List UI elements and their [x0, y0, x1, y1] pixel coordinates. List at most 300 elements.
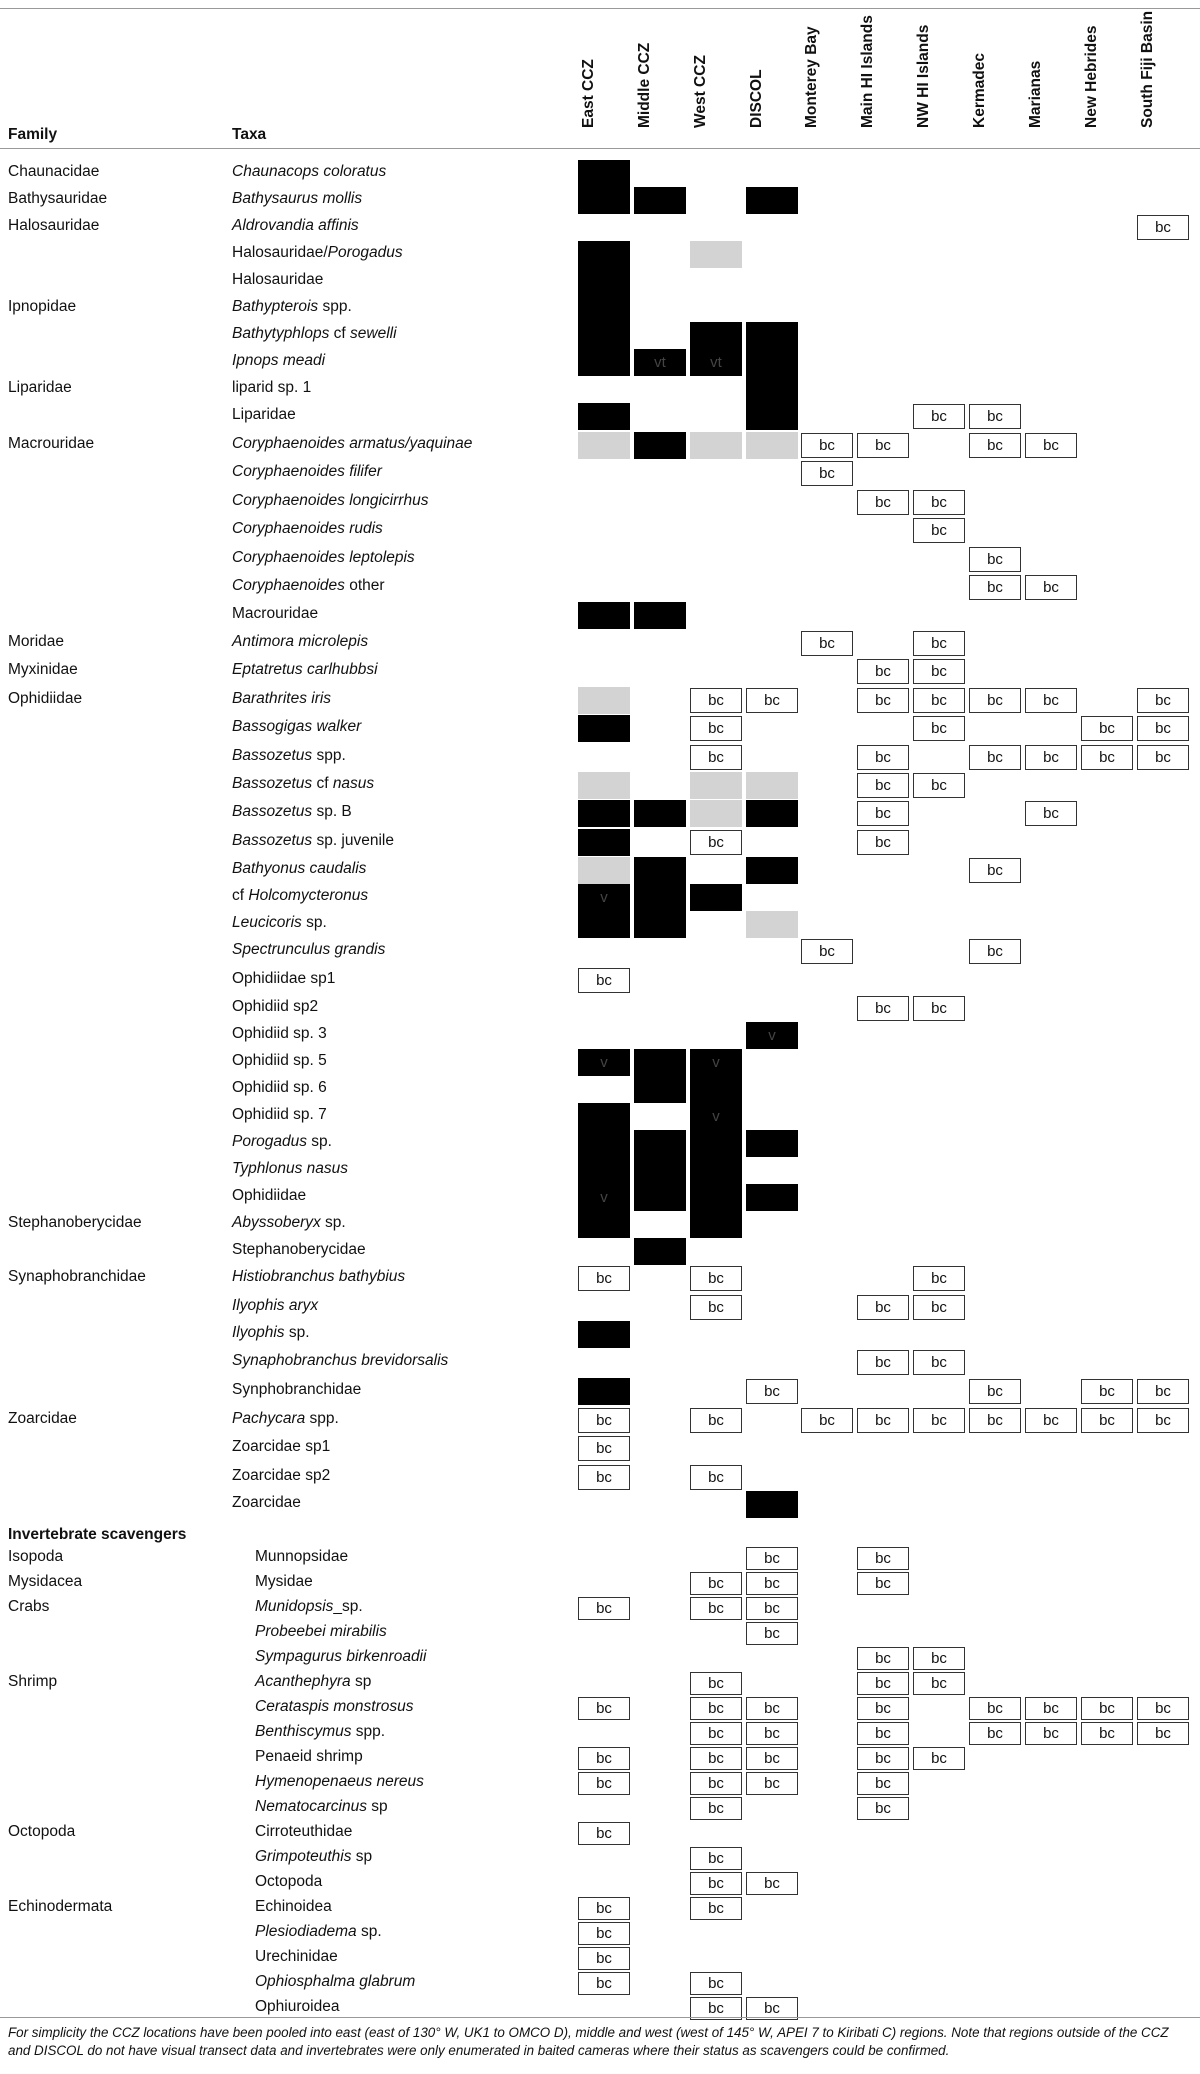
- taxon-text: Ophidiid sp. 7: [232, 1106, 327, 1123]
- bc-cell: bc: [1025, 745, 1077, 770]
- bc-cell: bc: [913, 716, 965, 741]
- taxon-text: Acanthephyra: [255, 1673, 351, 1690]
- taxon-text: Bathyonus caudalis: [232, 860, 367, 877]
- gray-cell: [690, 800, 742, 827]
- taxon-text: Antimora microlepis: [232, 633, 369, 650]
- bc-cell: bc: [913, 1266, 965, 1291]
- bc-cell: bc: [913, 490, 965, 515]
- black-cell: [746, 1491, 798, 1518]
- family-label: Bathysauridae: [8, 190, 108, 207]
- taxon-label: [232, 914, 327, 932]
- region-header: [628, 8, 673, 128]
- region-header: [1131, 8, 1176, 128]
- taxon-label: [232, 1324, 310, 1342]
- taxon-label: [232, 549, 415, 567]
- taxon-text: sewelli: [350, 325, 397, 342]
- taxon-label: [232, 1052, 327, 1070]
- region-header-label: West CCZ: [692, 55, 709, 128]
- taxon-text: spp.: [351, 1723, 386, 1740]
- black-cell: v: [578, 1184, 630, 1211]
- bc-cell: bc: [857, 1547, 909, 1570]
- gray-cell: [578, 687, 630, 714]
- bc-cell: bc: [969, 688, 1021, 713]
- black-cell: [690, 1184, 742, 1211]
- taxon-text: Barathrites iris: [232, 690, 332, 707]
- taxon-text: Coryphaenoides: [232, 577, 345, 594]
- bc-cell: bc: [1081, 745, 1133, 770]
- taxon-label: [232, 217, 359, 235]
- taxon-text: Pachycara: [232, 1410, 306, 1427]
- bc-cell: bc: [1081, 1408, 1133, 1433]
- bc-cell: bc: [578, 968, 630, 993]
- taxon-text: Urechinidae: [255, 1948, 338, 1965]
- bc-cell: bc: [746, 688, 798, 713]
- taxon-text: Penaeid shrimp: [255, 1748, 363, 1765]
- black-cell: [746, 322, 798, 349]
- family-label: Shrimp: [8, 1673, 58, 1690]
- bc-cell: bc: [1025, 1722, 1077, 1745]
- bc-cell: bc: [1025, 801, 1077, 826]
- bc-cell: bc: [857, 996, 909, 1021]
- taxon-text: Bassozetus: [232, 832, 313, 849]
- taxon-text: sp.: [301, 914, 327, 931]
- bc-cell: bc: [690, 1408, 742, 1433]
- bc-cell: bc: [857, 1797, 909, 1820]
- black-cell: [634, 857, 686, 884]
- bc-cell: bc: [969, 433, 1021, 458]
- bc-cell: bc: [690, 1266, 742, 1291]
- bc-cell: bc: [969, 1379, 1021, 1404]
- taxon-text: Plesiodiadema: [255, 1923, 357, 1940]
- taxon-label: [232, 860, 366, 878]
- bc-cell: bc: [857, 1295, 909, 1320]
- taxon-text: Spectrunculus grandis: [232, 941, 386, 958]
- region-header-label: East CCZ: [580, 59, 597, 128]
- bc-cell: bc: [1081, 1697, 1133, 1720]
- taxon-text: sp. B: [312, 803, 352, 820]
- taxon-text: Zoarcidae sp2: [232, 1467, 331, 1484]
- taxon-label: [232, 271, 323, 289]
- taxon-text: Leucicoris: [232, 914, 302, 931]
- gray-cell: [690, 241, 742, 268]
- taxon-text: Zoarcidae: [232, 1494, 301, 1511]
- bc-cell: bc: [1137, 1697, 1189, 1720]
- black-cell: [746, 376, 798, 403]
- region-header: [684, 8, 729, 128]
- black-cell: [746, 1130, 798, 1157]
- gray-cell: [578, 432, 630, 459]
- region-header: [1019, 8, 1064, 128]
- taxon-text: Porogadus: [327, 244, 403, 261]
- taxon-label: [232, 1494, 301, 1512]
- taxon-text: Mysidae: [255, 1573, 313, 1590]
- black-cell: v: [690, 1049, 742, 1076]
- bc-cell: bc: [746, 1547, 798, 1570]
- bc-cell: bc: [969, 547, 1021, 572]
- gray-cell: [690, 432, 742, 459]
- taxon-text: Liparidae: [232, 406, 296, 423]
- region-header-label: South Fiji Basin: [1139, 10, 1156, 128]
- taxon-text: Bathypterois: [232, 298, 319, 315]
- taxon-label: [232, 1214, 346, 1232]
- taxon-label: [232, 661, 378, 679]
- taxon-text: sp. juvenile: [312, 832, 394, 849]
- bc-cell: bc: [578, 1822, 630, 1845]
- taxon-text: Zoarcidae sp1: [232, 1438, 331, 1455]
- header-rule: [0, 148, 1200, 149]
- black-cell: [690, 1076, 742, 1103]
- black-cell: [578, 715, 630, 742]
- taxon-label: [255, 1623, 387, 1641]
- bc-cell: bc: [801, 631, 853, 656]
- bc-cell: bc: [857, 801, 909, 826]
- black-cell: [578, 1130, 630, 1157]
- family-label: Crabs: [8, 1598, 50, 1615]
- black-cell: v: [746, 1022, 798, 1049]
- bc-cell: bc: [857, 1647, 909, 1670]
- black-cell: [634, 602, 686, 629]
- taxon-label: [232, 832, 394, 850]
- taxon-label: [232, 1467, 330, 1485]
- family-label: Mysidacea: [8, 1573, 83, 1590]
- taxon-label: [232, 1133, 332, 1151]
- gray-cell: [578, 772, 630, 799]
- bc-cell: bc: [746, 1772, 798, 1795]
- taxon-text: sp: [367, 1798, 388, 1815]
- taxon-text: Synphobranchidae: [232, 1381, 362, 1398]
- family-label: Zoarcidae: [8, 1410, 77, 1427]
- black-cell: [578, 241, 630, 268]
- bc-cell: bc: [857, 659, 909, 684]
- bc-cell: bc: [690, 1997, 742, 2020]
- bc-cell: bc: [1025, 575, 1077, 600]
- region-header: [963, 8, 1008, 128]
- bc-cell: bc: [746, 1572, 798, 1595]
- taxon-text: Hymenopenaeus nereus: [255, 1773, 424, 1790]
- taxon-text: Typhlonus nasus: [232, 1160, 349, 1177]
- gray-cell: [578, 857, 630, 884]
- taxon-label: [232, 1160, 348, 1178]
- black-cell: [578, 829, 630, 856]
- gray-cell: [746, 772, 798, 799]
- bc-cell: bc: [801, 939, 853, 964]
- black-cell: [746, 1184, 798, 1211]
- taxon-label: [232, 1268, 405, 1286]
- bc-cell: bc: [746, 1622, 798, 1645]
- taxon-text: Aldrovandia affinis: [232, 217, 359, 234]
- bc-cell: bc: [690, 716, 742, 741]
- black-cell: [578, 295, 630, 322]
- taxon-text: Ipnops meadi: [232, 352, 326, 369]
- taxon-text: Grimpoteuthis: [255, 1848, 352, 1865]
- taxon-text: sp: [350, 1673, 372, 1690]
- black-cell: [746, 349, 798, 376]
- taxon-label: [255, 1873, 322, 1891]
- black-cell: [578, 911, 630, 938]
- taxon-text: Cirroteuthidae: [255, 1823, 353, 1840]
- taxon-label: [255, 1548, 348, 1566]
- taxon-text: Bassozetus: [232, 803, 313, 820]
- taxon-label: [255, 1723, 385, 1741]
- bc-cell: bc: [1081, 1379, 1133, 1404]
- bc-cell: bc: [857, 1697, 909, 1720]
- black-cell: [578, 187, 630, 214]
- black-cell: [578, 1378, 630, 1405]
- taxon-text: Probeebei mirabilis: [255, 1623, 387, 1640]
- taxon-label: [232, 1297, 318, 1315]
- bc-cell: bc: [690, 1747, 742, 1770]
- family-label: Stephanoberycidae: [8, 1214, 142, 1231]
- bc-cell: bc: [1137, 688, 1189, 713]
- region-header: [795, 8, 840, 128]
- taxon-text: Stephanoberycidae: [232, 1241, 366, 1258]
- taxon-label: [255, 1773, 424, 1791]
- bc-cell: bc: [578, 1697, 630, 1720]
- footnote: For simplicity the CCZ locations have been pooled into east (east of 130° W, UK1 to OMCO D), middle and west (west of 145° W, APEI 7 to Kiribati C) regions. Note that regions outside of the CCZ and DISCOL do not have visual transect data and invertebrates were only enumerated in baited cameras where their status as scavengers could be confirmed.: [8, 2025, 1169, 2058]
- taxon-text: Halosauridae/: [232, 244, 328, 261]
- bc-cell: bc: [578, 1897, 630, 1920]
- bc-cell: bc: [746, 1747, 798, 1770]
- taxon-text: sp: [351, 1848, 373, 1865]
- taxon-label: [255, 1798, 388, 1816]
- black-cell: [690, 1130, 742, 1157]
- taxon-label: [232, 747, 346, 765]
- bc-cell: bc: [578, 1465, 630, 1490]
- taxon-text: cf: [312, 775, 333, 792]
- taxon-label: [255, 1898, 332, 1916]
- bc-cell: bc: [1137, 1408, 1189, 1433]
- black-cell: [634, 1076, 686, 1103]
- taxon-text: sp.: [320, 1214, 346, 1231]
- black-cell: v: [578, 884, 630, 911]
- taxon-text: spp.: [305, 1410, 339, 1427]
- taxon-label: [232, 1187, 306, 1205]
- taxon-text: Octopoda: [255, 1873, 323, 1890]
- black-cell: [578, 322, 630, 349]
- black-cell: [690, 1211, 742, 1238]
- black-cell: [578, 1103, 630, 1130]
- taxon-label: [232, 941, 385, 959]
- taxon-text: Nematocarcinus: [255, 1798, 367, 1815]
- taxon-text: Ophidiidae: [232, 1187, 307, 1204]
- taxon-label: [232, 244, 403, 262]
- taxon-label: [232, 690, 331, 708]
- bc-cell: bc: [578, 1947, 630, 1970]
- taxon-label: [255, 1998, 339, 2016]
- family-label: Octopoda: [8, 1823, 76, 1840]
- gray-cell: [746, 432, 798, 459]
- gray-cell: [690, 772, 742, 799]
- black-cell: [578, 160, 630, 187]
- taxon-text: Coryphaenoides longicirrhus: [232, 492, 429, 509]
- bc-cell: bc: [969, 404, 1021, 429]
- black-cell: [634, 911, 686, 938]
- taxon-text: sp.: [306, 1133, 332, 1150]
- bc-cell: bc: [746, 1997, 798, 2020]
- bc-cell: bc: [857, 490, 909, 515]
- bc-cell: bc: [1137, 215, 1189, 240]
- bc-cell: bc: [1025, 1408, 1077, 1433]
- region-header: [740, 8, 785, 128]
- bc-cell: bc: [746, 1379, 798, 1404]
- bc-cell: bc: [746, 1872, 798, 1895]
- taxon-label: [232, 298, 352, 316]
- taxon-label: [232, 887, 368, 905]
- taxon-label: [255, 1598, 363, 1616]
- family-label: Macrouridae: [8, 435, 95, 452]
- black-cell: [690, 1157, 742, 1184]
- taxon-text: Ophidiid sp. 6: [232, 1079, 327, 1096]
- taxon-text: sp.: [284, 1324, 310, 1341]
- taxon-label: [232, 435, 472, 453]
- black-cell: [634, 1157, 686, 1184]
- bc-cell: bc: [969, 745, 1021, 770]
- taxon-text: Munidopsis: [255, 1598, 334, 1615]
- black-cell: [578, 349, 630, 376]
- taxon-text: Munnopsidae: [255, 1548, 349, 1565]
- bc-cell: bc: [1025, 688, 1077, 713]
- taxon-label: [232, 463, 382, 481]
- taxon-text: Ophidiidae sp1: [232, 970, 336, 987]
- bc-cell: bc: [578, 1597, 630, 1620]
- region-header: [851, 8, 896, 128]
- bc-cell: bc: [746, 1697, 798, 1720]
- bc-cell: bc: [690, 1772, 742, 1795]
- taxon-text: Cerataspis monstrosus: [255, 1698, 414, 1715]
- taxon-label: [255, 1648, 426, 1666]
- region-header-label: Main HI Islands: [859, 15, 876, 128]
- bc-cell: bc: [913, 996, 965, 1021]
- taxon-label: [255, 1698, 414, 1716]
- black-cell: [746, 403, 798, 430]
- taxon-text: Coryphaenoides armatus/yaquinae: [232, 435, 473, 452]
- bc-cell: bc: [746, 1597, 798, 1620]
- family-label: Myxinidae: [8, 661, 78, 678]
- bc-cell: bc: [578, 1408, 630, 1433]
- black-cell: [578, 403, 630, 430]
- taxon-text: Eptatretus carlhubbsi: [232, 661, 378, 678]
- bc-cell: bc: [1137, 745, 1189, 770]
- taxon-label: [232, 577, 385, 595]
- black-cell: [578, 268, 630, 295]
- black-cell: v: [578, 1049, 630, 1076]
- taxon-label: [255, 1973, 415, 1991]
- black-cell: [634, 1049, 686, 1076]
- bc-cell: bc: [801, 461, 853, 486]
- black-cell: [578, 602, 630, 629]
- taxon-text: Bathysaurus mollis: [232, 190, 363, 207]
- region-header-label: NW HI Islands: [915, 24, 932, 128]
- bc-cell: bc: [857, 745, 909, 770]
- taxon-text: cf: [232, 887, 249, 904]
- region-header-label: Monterey Bay: [803, 26, 820, 128]
- region-header-label: Middle CCZ: [636, 42, 653, 128]
- taxon-label: [232, 1079, 327, 1097]
- black-cell: vt: [690, 349, 742, 376]
- taxon-label: [232, 633, 368, 651]
- bc-cell: bc: [801, 1408, 853, 1433]
- bc-cell: bc: [969, 939, 1021, 964]
- bc-cell: bc: [857, 773, 909, 798]
- black-cell: [634, 1238, 686, 1265]
- taxon-label: [255, 1848, 372, 1866]
- bc-cell: bc: [913, 1672, 965, 1695]
- bc-cell: bc: [913, 631, 965, 656]
- bc-cell: bc: [857, 1408, 909, 1433]
- bc-cell: bc: [1137, 1379, 1189, 1404]
- bottom-rule: [0, 2017, 1200, 2018]
- family-label: Moridae: [8, 633, 64, 650]
- region-header-label: Kermadec: [971, 53, 988, 128]
- region-header-label: Marianas: [1027, 60, 1044, 128]
- black-cell: [634, 1130, 686, 1157]
- taxon-text: Synaphobranchus brevidorsalis: [232, 1352, 449, 1369]
- region-header-label: DISCOL: [748, 69, 765, 128]
- bc-cell: bc: [690, 1672, 742, 1695]
- bc-cell: bc: [578, 1922, 630, 1945]
- black-cell: [690, 322, 742, 349]
- family-label: Ophidiidae: [8, 690, 83, 707]
- bc-cell: bc: [913, 1350, 965, 1375]
- taxon-label: [232, 492, 428, 510]
- bc-cell: bc: [690, 1797, 742, 1820]
- bc-cell: bc: [690, 1972, 742, 1995]
- family-label: Liparidae: [8, 379, 72, 396]
- family-label: Ipnopidae: [8, 298, 77, 315]
- region-header: [572, 8, 617, 128]
- taxon-label: [232, 163, 386, 181]
- taxon-label: [232, 1241, 366, 1259]
- taxon-label: [232, 352, 325, 370]
- bc-cell: bc: [801, 433, 853, 458]
- taxon-text: sp.: [356, 1923, 382, 1940]
- taxon-label: [255, 1948, 338, 1966]
- bc-cell: bc: [969, 1722, 1021, 1745]
- black-cell: [746, 857, 798, 884]
- taxon-label: [232, 605, 318, 623]
- taxon-text: Macrouridae: [232, 605, 319, 622]
- taxon-text: cf: [329, 325, 351, 342]
- bc-cell: bc: [1025, 1697, 1077, 1720]
- taxon-text: Coryphaenoides rudis: [232, 520, 383, 537]
- bc-cell: bc: [690, 1572, 742, 1595]
- taxon-text: Ilyophis aryx: [232, 1297, 319, 1314]
- taxon-text: Ilyophis: [232, 1324, 285, 1341]
- black-cell: [578, 800, 630, 827]
- taxon-text: Coryphaenoides filifer: [232, 463, 382, 480]
- taxon-text: spp.: [312, 747, 346, 764]
- bc-cell: bc: [746, 1722, 798, 1745]
- taxon-label: [232, 1410, 339, 1428]
- taxon-label: [232, 998, 318, 1016]
- taxon-text: Coryphaenoides leptolepis: [232, 549, 415, 566]
- black-cell: [634, 1184, 686, 1211]
- bc-cell: bc: [857, 688, 909, 713]
- taxon-text: Abyssoberyx: [232, 1214, 321, 1231]
- bc-cell: bc: [1137, 716, 1189, 741]
- bc-cell: bc: [857, 1572, 909, 1595]
- bc-cell: bc: [913, 1647, 965, 1670]
- taxon-text: Ophidiid sp2: [232, 998, 319, 1015]
- bc-cell: bc: [913, 773, 965, 798]
- black-cell: v: [690, 1103, 742, 1130]
- bc-cell: bc: [690, 1897, 742, 1920]
- taxon-text: Bathytyphlops: [232, 325, 330, 342]
- region-header: [1075, 8, 1120, 128]
- taxon-label: [255, 1923, 382, 1941]
- bc-cell: bc: [1025, 433, 1077, 458]
- bc-cell: bc: [1081, 1722, 1133, 1745]
